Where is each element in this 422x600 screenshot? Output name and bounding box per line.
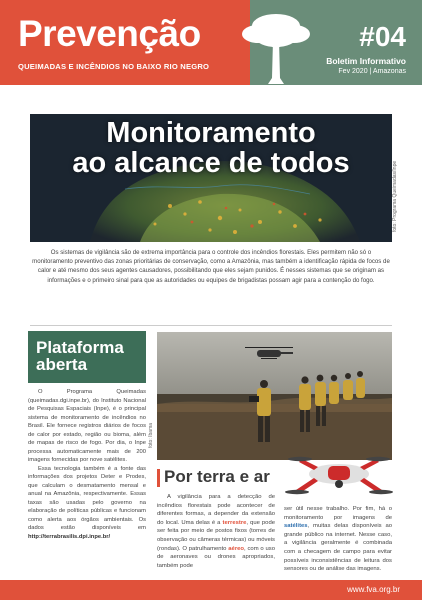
footer-bar	[0, 580, 422, 600]
sidebar-title-box	[28, 331, 146, 383]
hero-satellite-image	[30, 114, 392, 242]
keyword-satelites: satélites	[284, 523, 308, 530]
article-column-1: A vigilância para a detecção de incêndios florestais pode acontecer de diferentes formas, a depender da extensão do local. Uma delas é a terrestre, que pode ser feita por meio de postos fixos (torres de observação ou câmeras térmicas) ou móveis (rondas). O patrulhamento aéreo, com o uso de aeronaves ou drones apropriados, também pode	[157, 494, 276, 569]
sidebar-paragraph-2: Essa tecnologia também é a fonte das informações dos projetos Deter e Prodes, que calculam o desmatamento mensal e anual na Amazônia, respectivamente. Essas taxas são usadas pelo governo na elaboração de políticas públicas e funcionam como alerta aos órgãos ambientais. Os dados estão disponíveis em http://terrabrasilis.dpi.inpe.br/	[28, 465, 146, 540]
article-title: Por terra e ar	[164, 467, 270, 486]
sidebar-text	[28, 388, 146, 541]
keyword-terrestre: terrestre	[222, 519, 247, 526]
hero-photo-credit: foto: Programa Queimadas/Inpe	[392, 160, 398, 232]
drone-icon	[284, 440, 394, 506]
keyword-aereo: aéreo	[228, 545, 245, 552]
tree-icon	[236, 8, 316, 86]
intro-paragraph: Os sistemas de vigilância são de extrema importância para o controle dos incêndios florestais. Eles permitem não só o monitoramento preventivo das zonas prioritárias de conservação, como a Amazônia, mas também a identificação rápida de focos de calor e até mesmo dos seus agentes causadores, possibilitando que eles sejam punidos. É nesses sistemas que se originam as informações e o primeiro sinal para que as autoridades ou equipes de brigadistas possam agir para a contenção do fogo.	[32, 249, 390, 284]
bulletin-label: Boletim Informativo	[326, 56, 406, 66]
hero-title: Monitoramento ao alcance de todos	[72, 117, 350, 179]
photo-credit: foto: Ibama	[148, 422, 154, 448]
website-link[interactable]: www.fva.org.br	[347, 585, 400, 594]
logo-subtitle: QUEIMADAS E INCÊNDIOS NO BAIXO RIO NEGRO	[18, 62, 210, 71]
sidebar-title: Plataforma aberta	[36, 338, 124, 374]
logo-title: Prevenção	[18, 13, 201, 54]
section-divider	[30, 325, 392, 326]
issue-number: #04	[359, 21, 406, 52]
sidebar-paragraph-1: O Programa Queimadas (queimadas.dgi.inpe.br), do Instituto Nacional de Pesquisas Espaciais (Inpe), é o principal sistema de monitoramento de incêndios no Brasil. Ele fornece registros diários de focos de calor por estado, região ou bioma, além de mapas de risco de fogo. Por dia, o Inpe processa automaticamente mais de 200 imagens fornecidas por nove satélites.	[28, 389, 146, 463]
article-column-2: ser útil nesse trabalho. Por fim, há o monitoramento por imagens de satélites, muitas delas disponíveis ao grande público na internet. Nesse caso, a vigilância geralmente é combinada com a checagem de campo para evitar possíveis inconsistências de leitura dos sensores ou de análise das imagens.	[284, 506, 392, 573]
section-accent-bar	[157, 469, 160, 487]
terrabrasilis-link[interactable]: http://terrabrasilis.dpi.inpe.br/	[28, 533, 111, 540]
issue-date: Fev 2020 | Amazonas	[338, 68, 406, 75]
